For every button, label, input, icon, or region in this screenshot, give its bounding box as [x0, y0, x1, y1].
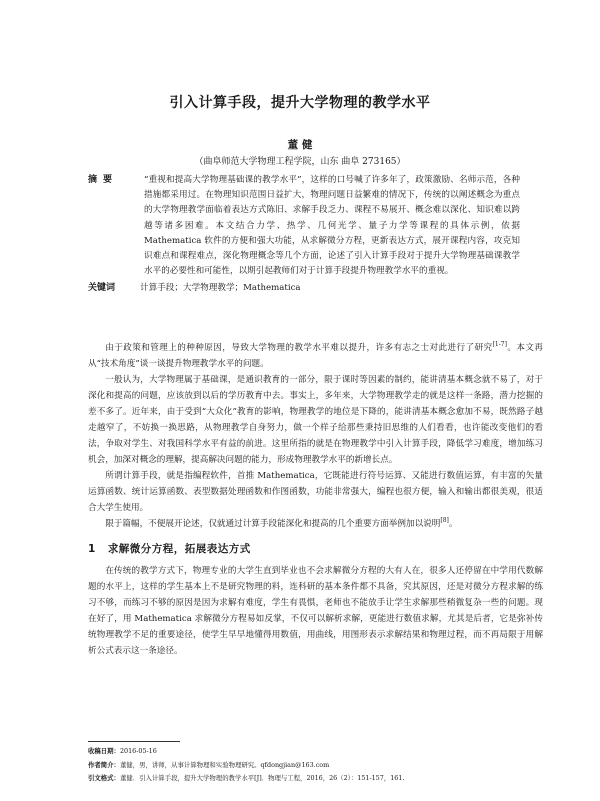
section-number: 1	[88, 543, 96, 555]
paragraph: 所谓计算手段，就是指编程软件，首推 Mathematica，它既能进行符号运算、又能进行数值运算，有丰富的矢量运算函数、统计运算函数、表型数据处理函数和作图函数，功能非常强大，编程也很方便，输入和输出都很美观，很适合大学生使用。	[88, 471, 543, 513]
footnote-divider	[88, 741, 180, 742]
section-heading	[88, 541, 543, 557]
body-text	[88, 340, 543, 659]
paragraph-text: 限于篇幅，不便展开论述，仅就通过计算手段能深化和提高的几个重要方面举例加以说明	[105, 519, 441, 529]
footnote-label: 作者简介：	[88, 760, 120, 769]
paragraph-intro	[88, 340, 543, 372]
paragraph-text: 由于政策和管理上的种种原因，导致大学物理的教学水平难以提升，许多有志之士对此进行了研究	[105, 343, 493, 353]
footnote-label: 引文格式：	[88, 774, 120, 783]
abstract-label: 摘要	[88, 175, 119, 185]
abstract-block	[88, 173, 520, 297]
footnote-label: 收稿日期：	[88, 747, 120, 755]
footnote-text: 董健．引入计算手段，提升大学物理的教学水平[J]．物理与工程，2016，26（2）：151-157，161.	[119, 774, 405, 783]
abstract-text: “重视和提高大学物理基础课的教学水平”，这样的口号喊了许多年了，政策激励、名师示范，各种措施都采用过。在物理知识范围日益扩大，物理问题日益繁难的情况下，传统的以阐述概念为重点的大学物理教学面临着表达方式陈旧、求解手段乏力、课程不易展开、概念难以深化、知识难以跨越等诸多困难。本文结合力学、热学、几何光学、量子力学等课程的具体示例，依据 Mathematica 软件的方便和强大功能，从求解微分方程，更新表达方式，展开课程内容，攻克知识难点和课程难点，深化物理概念等几个方面，论述了引入计算手段对于提升大学物理基础课教学水平的必要性和可能性，以期引起教师们对于计算手段提升物理教学水平的重视。	[144, 175, 520, 277]
footnotes	[88, 745, 558, 786]
paragraph	[88, 516, 543, 532]
footnote-text: 董健，男，讲师，从事计算物理和实验物理研究。qfdongjian@163.com	[119, 760, 330, 769]
paragraph-text: 。本文再从“技术角度”谈一谈提升物理教学水平的问题。	[88, 343, 543, 369]
footnote-citation	[88, 772, 558, 786]
paper-title: 引入计算手段，提升大学物理的教学水平	[169, 95, 431, 111]
paragraph: 一般认为，大学物理属于基础课，是通识教育的一部分，限于课时等因素的制约，能讲清基本概念就不易了，对于深化和提高的问题，应该放到以后的学历教育中去。事实上，多年来，大学物理教学走的就是这样一条路，潜力挖掘的差不多了。近年来，由于受到“大众化”教育的影响，物理教学的地位是下降的，能讲清基本概念愈加不易，既然路子越走越窄了，不妨换一换思路，从物理教学自身努力，做一个样子给那些秉持旧思维的人们看看，也许能改变他们的看法，争取对学生、对我国科学水平有益的前进。这里所指的就是在物理教学中引入计算手段，降低学习难度，增加练习机会，加深对概念的理解，提高解决问题的能力，形成物理教学水平的新增长点。	[88, 375, 543, 465]
citation: [1-7]	[492, 341, 507, 349]
author-affiliation: （曲阜师范大学物理工程学院，山东 曲阜 273165）	[194, 157, 406, 167]
footnote-author	[88, 759, 558, 773]
author-name: 董 健	[287, 139, 313, 151]
footnote-text: 2016-05-16	[119, 747, 157, 755]
footnote-received	[88, 745, 558, 759]
section-title: 求解微分方程，拓展表达方式	[107, 543, 251, 555]
keywords-label: 关键词	[88, 283, 116, 294]
paragraph-text: 。	[448, 519, 458, 529]
citation: [8]	[440, 517, 449, 525]
keywords-text: 计算手段；大学物理教学；Mathematica	[140, 283, 301, 294]
paragraph: 在传统的教学方式下，物理专业的大学生直到毕业也不会求解微分方程的大有人在，很多人还停留在中学用代数解题的水平上，这样的学生基本上不是研究物理的料，连科研的基本条件都不具备，究其原因，还是对微分方程求解的练习不够，而练习不够的原因是因为求解有难度，学生有畏惧，老师也不能放手让学生求解那些稍微复杂一些的问题。现在好了，用 Mathematica 求解微分方程易如反掌，不仅可以解析求解，更能进行数值求解，尤其是后者，它是弥补传统物理教学不足的重要途径，使学生早早地懂得用数值，用曲线，用图形表示求解结果和物理过程，而不再局限于用解析公式表示这一条途径。	[88, 566, 543, 656]
